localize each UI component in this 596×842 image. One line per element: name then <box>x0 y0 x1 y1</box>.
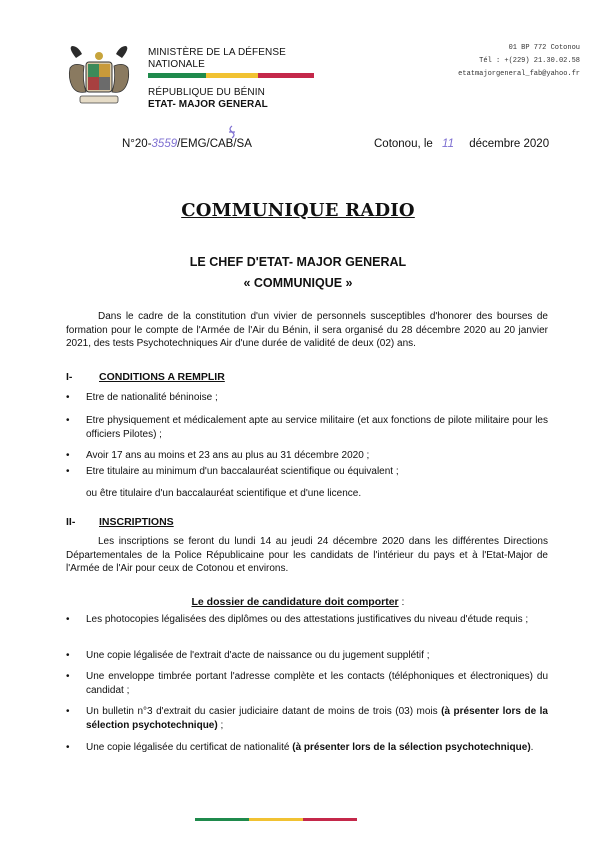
footer-flag-green-segment <box>195 818 249 821</box>
ministry-name-line1: MINISTÈRE DE LA DÉFENSE <box>148 47 286 58</box>
bullet-dot: • <box>66 450 70 461</box>
document-item <box>86 649 548 663</box>
contact-phone: Tél : +(229) 21.30.02.58 <box>479 57 580 65</box>
condition-item: Etre titulaire au minimum d'un baccalauréat scientifique ou équivalent ; <box>86 466 399 477</box>
bullet-dot: • <box>66 742 70 753</box>
place-and-date <box>374 138 549 150</box>
contact-po-box: 01 BP 772 Cotonou <box>508 44 580 52</box>
document-item <box>86 705 548 732</box>
document-title: COMMUNIQUE RADIO <box>181 200 415 221</box>
flag-yellow-segment <box>206 73 258 78</box>
document-item <box>86 741 548 755</box>
bullet-dot: • <box>66 706 70 717</box>
flag-green-segment <box>148 73 206 78</box>
reference-suffix: /EMG/CAB/SA <box>177 138 252 150</box>
section-2-number: II- <box>66 516 76 528</box>
footer-flag-yellow-segment <box>249 818 303 821</box>
section-1-number: I- <box>66 371 73 383</box>
bullet-dot: • <box>66 466 70 477</box>
date-city: Cotonou, le <box>374 138 433 150</box>
bullet-dot: • <box>66 650 70 661</box>
footer-flag-red-segment <box>303 818 357 821</box>
condition-alternative: ou être titulaire d'un baccalauréat scientifique et d'une licence. <box>86 488 362 499</box>
date-month-year: décembre 2020 <box>469 138 550 150</box>
republic-name: RÉPUBLIQUE DU BÉNIN <box>148 87 265 98</box>
condition-item: Etre de nationalité béninoise ; <box>86 392 218 403</box>
condition-item: Avoir 17 ans au moins et 23 ans au plus au 31 décembre 2020 ; <box>86 450 370 461</box>
bullet-dot: • <box>66 671 70 682</box>
flag-red-segment <box>258 73 314 78</box>
handwritten-day: 11 <box>442 138 454 150</box>
contact-email: etatmajorgeneral_fab@yahoo.fr <box>458 70 580 78</box>
ministry-name-line2: NATIONALE <box>148 59 205 70</box>
document-item <box>86 670 548 697</box>
document-item-tail: ; <box>217 719 224 731</box>
document-item <box>86 613 548 627</box>
bullet-dot: • <box>66 614 70 625</box>
dossier-heading-colon: : <box>398 596 405 608</box>
document-item-text: Un bulletin n°3 d'extrait du casier judiciaire datant de moins de trois (03) mois <box>86 706 442 717</box>
condition-item: Etre physiquement et médicalement apte au service militaire (et aux fonctions de pilote militaire pour les officiers Pilotes) ; <box>86 415 548 440</box>
communique-heading: « COMMUNIQUE » <box>243 276 353 290</box>
dossier-heading-text: Le dossier de candidature doit comporter <box>191 596 399 608</box>
document-item-text: Une copie légalisée du certificat de nationalité <box>86 742 293 753</box>
coat-of-arms-emblem <box>66 44 132 110</box>
section-2-title: INSCRIPTIONS <box>99 516 174 528</box>
dossier-heading <box>0 596 596 608</box>
document-item-emphasis: (à présenter lors de la sélection psychotechnique) <box>86 706 548 731</box>
document-item-text: Les photocopies légalisées des diplômes ou des attestations justificatives du niveau d'étude requis ; <box>86 614 529 625</box>
general-staff-name: ETAT- MAJOR GENERAL <box>148 99 268 110</box>
document-item-text: Une copie légalisée de l'extrait d'acte de naissance ou du jugement supplétif ; <box>86 650 430 661</box>
handwritten-reference-number: 3559 <box>151 138 178 150</box>
reference-prefix: N°20- <box>122 138 152 150</box>
registration-paragraph: Les inscriptions se feront du lundi 14 au jeudi 24 décembre 2020 dans les différentes Directions Départementales de la Police Républicaine pour les candidats de l'intérieur du pays et à l'Etat-Major de l'Armée de l'Air pour ceux de Cotonou et environs. <box>66 536 548 574</box>
section-1-title: CONDITIONS A REMPLIR <box>99 371 225 383</box>
intro-paragraph: Dans le cadre de la constitution d'un vivier de personnels susceptibles d'honorer des bourses de formation pour le compte de l'Armée de l'Air du Bénin, il sera organisé du 28 décembre 2020 au 20 janvier 2021, des tests Psychotechniques Air d'une durée de validité de deux (02) ans. <box>66 311 548 349</box>
issuer-heading: LE CHEF D'ETAT- MAJOR GENERAL <box>189 255 407 269</box>
document-item-tail: . <box>530 742 534 753</box>
document-item-text: Une enveloppe timbrée portant l'adresse complète et les contacts (téléphoniques et électroniques) du candidat ; <box>86 671 548 696</box>
document-item-emphasis: (à présenter lors de la sélection psychotechnique) <box>292 742 531 753</box>
bullet-dot: • <box>66 415 70 426</box>
handwritten-initial-mark <box>226 124 238 140</box>
bullet-dot: • <box>66 392 70 403</box>
